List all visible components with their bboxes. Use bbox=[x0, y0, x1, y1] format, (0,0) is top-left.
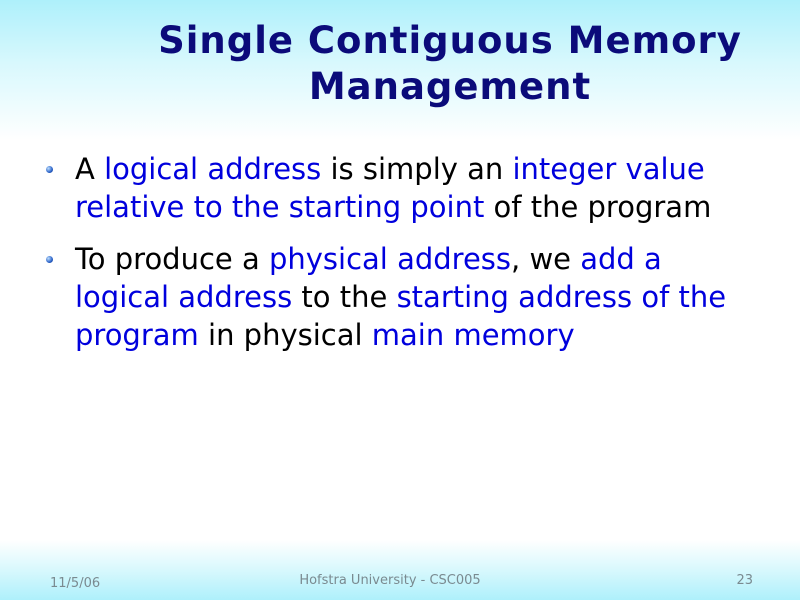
footer-institution: Hofstra University - CSC005 bbox=[299, 573, 481, 588]
bullet-highlight-segment: starting address of the program bbox=[75, 280, 727, 352]
bullet-text-segment: is simply an bbox=[321, 152, 513, 186]
bullet-list bbox=[44, 150, 764, 368]
bullet-dot-icon bbox=[46, 166, 53, 173]
footer-gradient-band bbox=[0, 540, 800, 600]
bullet-text bbox=[75, 242, 726, 352]
bullet-item bbox=[44, 240, 764, 354]
bullet-text-segment: To produce a bbox=[75, 242, 269, 276]
bullet-item bbox=[44, 150, 764, 226]
bullet-highlight-segment: physical address bbox=[268, 242, 512, 276]
bullet-highlight-segment: logical address bbox=[104, 152, 322, 186]
footer-page-number: 23 bbox=[736, 573, 753, 588]
bullet-text-segment: of the program bbox=[484, 190, 712, 224]
bullet-text-segment: , we bbox=[511, 242, 581, 276]
bullet-highlight-segment: add a logical address bbox=[75, 242, 662, 314]
slide-title-line-1: Single Contiguous Memory bbox=[158, 19, 742, 62]
slide-title bbox=[100, 18, 800, 110]
bullet-dot-icon bbox=[46, 256, 53, 263]
bullet-text-segment: to the bbox=[292, 280, 397, 314]
footer-date: 11/5/06 bbox=[50, 576, 101, 591]
bullet-highlight-segment: integer value relative to the starting point bbox=[75, 152, 705, 224]
bullet-text-segment: A bbox=[75, 152, 105, 186]
bullet-text-segment: in physical bbox=[198, 318, 372, 352]
bullet-text bbox=[75, 152, 711, 224]
bullet-highlight-segment: main memory bbox=[371, 318, 575, 352]
slide-title-line-2: Management bbox=[308, 65, 592, 108]
